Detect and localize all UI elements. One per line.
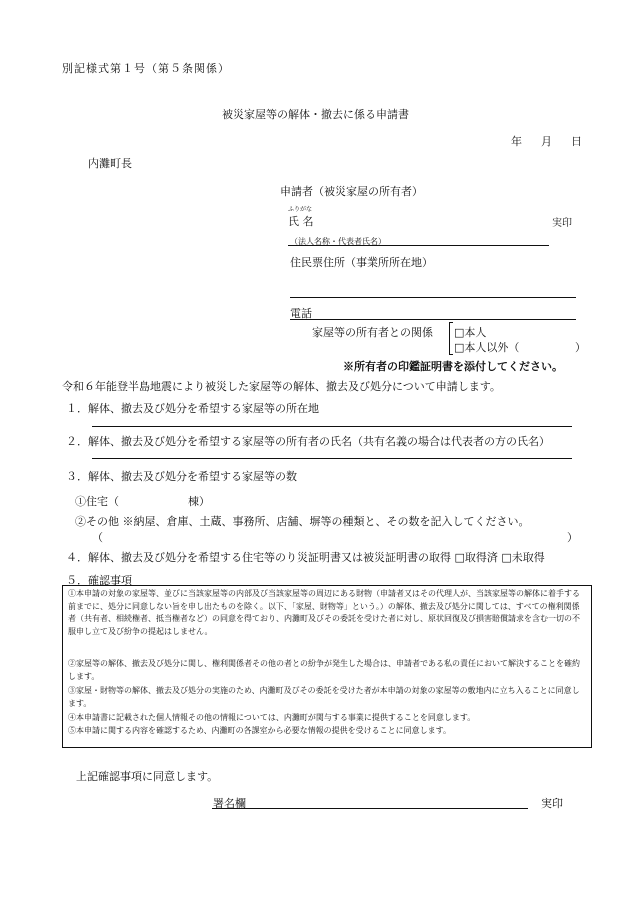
phone-label: 電話 xyxy=(290,307,312,320)
name-underline xyxy=(288,245,549,246)
corp-name-note: （法人名称・代表者氏名） xyxy=(290,237,386,246)
item3-heading: ３．解体、撤去及び処分を希望する家屋等の数 xyxy=(66,470,297,483)
item3-house: ①住宅（ xyxy=(75,495,119,508)
item3-other-close: ） xyxy=(567,531,578,544)
relation-label: 家屋等の所有者との関係 xyxy=(312,326,433,339)
name-label: 氏 名 xyxy=(288,215,314,228)
confirmation-2: ②家屋等の解体、撤去及び処分に関し、権利関係者その他の者との紛争が発生した場合は、申請者である私の責任において解決することを確約します。 xyxy=(68,659,580,681)
relation-bracket-bottom xyxy=(449,354,453,355)
confirmation-4: ④本申請書に記載された個人情報その他の情報については、内灘町が関与する事業に提供することを同意します。 xyxy=(68,713,476,722)
relation-option-other[interactable]: □本人以外（ xyxy=(454,341,520,354)
form-id: 別記様式第１号（第５条関係） xyxy=(62,62,230,75)
item1-underline xyxy=(92,426,572,427)
signature-label: 署名欄 xyxy=(213,797,246,810)
addressee: 内灘町長 xyxy=(88,157,132,170)
name-seal: 実印 xyxy=(552,218,572,229)
item3-house-unit: 棟） xyxy=(188,495,210,508)
certificate-note: ※所有者の印鑑証明書を添付してください。 xyxy=(343,360,563,373)
address-label: 住民票住所（事業所所在地） xyxy=(290,256,433,269)
item2-heading: ２．解体、撤去及び処分を希望する家屋等の所有者の氏名（共有名義の場合は代表者の方の氏名） xyxy=(66,435,550,448)
item4-heading: ４．解体、撤去及び処分を希望する住宅等のり災証明書又は被災証明書の取得 □取得済 □未取得 xyxy=(66,551,545,564)
signature-seal: 実印 xyxy=(541,797,563,810)
intro-text: 令和６年能登半島地震により被災した家屋等の解体、撤去及び処分について申請します。 xyxy=(62,380,501,393)
document-title: 被災家屋等の解体・撤去に係る申請書 xyxy=(222,108,409,121)
relation-option-self[interactable]: □本人 xyxy=(454,326,487,339)
signature-line[interactable] xyxy=(212,808,528,809)
item3-other-open: （ xyxy=(92,531,103,544)
address-underline xyxy=(290,297,576,298)
furigana-label: ふりがな xyxy=(288,206,313,213)
item3-other: ②その他 ※納屋、倉庫、土蔵、事務所、店舗、塀等の種類と、その数を記入してください。 xyxy=(75,515,530,528)
phone-underline xyxy=(290,319,576,320)
relation-option-other-close: ） xyxy=(575,341,586,354)
date-month: 月 xyxy=(541,135,552,148)
item2-underline xyxy=(92,458,572,459)
confirmation-3: ③家屋・財物等の解体、撤去及び処分の実施のため、内灘町及びその委託を受けた者が本申請の対象の家屋等の敷地内に立ち入ることに同意します。 xyxy=(68,686,580,708)
date-year: 年 xyxy=(511,135,522,148)
confirmation-1: ①本申請の対象の家屋等、並びに当該家屋等の内部及び当該家屋等の周辺にある財物（申請者又はその代理人が、当該家屋等の解体に着手する前までに、処分に同意しない旨を申し出たものを除く。以下、「家屋、財物等」という。）の解体、撤去及び処分に関しては、すべての権利関係者（共有者、相続権者、抵当権者など）の同意を得ており、内灘町及びその委託を受けた者に対し、原状回復及び損害賠償請求を含む一切の不服申し立て及び紛争の提起はしません。 xyxy=(68,589,580,636)
item1-heading: １．解体、撤去及び処分を希望する家屋等の所在地 xyxy=(66,402,319,415)
confirmation-5: ⑤本申請に関する内容を確認するため、内灘町の各課室から必要な情報の提供を受けることに同意します。 xyxy=(68,726,452,735)
date-day: 日 xyxy=(571,135,582,148)
relation-bracket xyxy=(449,322,450,354)
relation-bracket-top xyxy=(449,322,453,323)
applicant-heading: 申請者（被災家屋の所有者） xyxy=(280,185,423,198)
item5-heading: ５．確認事項 xyxy=(66,574,132,587)
agree-text: 上記確認事項に同意します。 xyxy=(76,770,219,783)
